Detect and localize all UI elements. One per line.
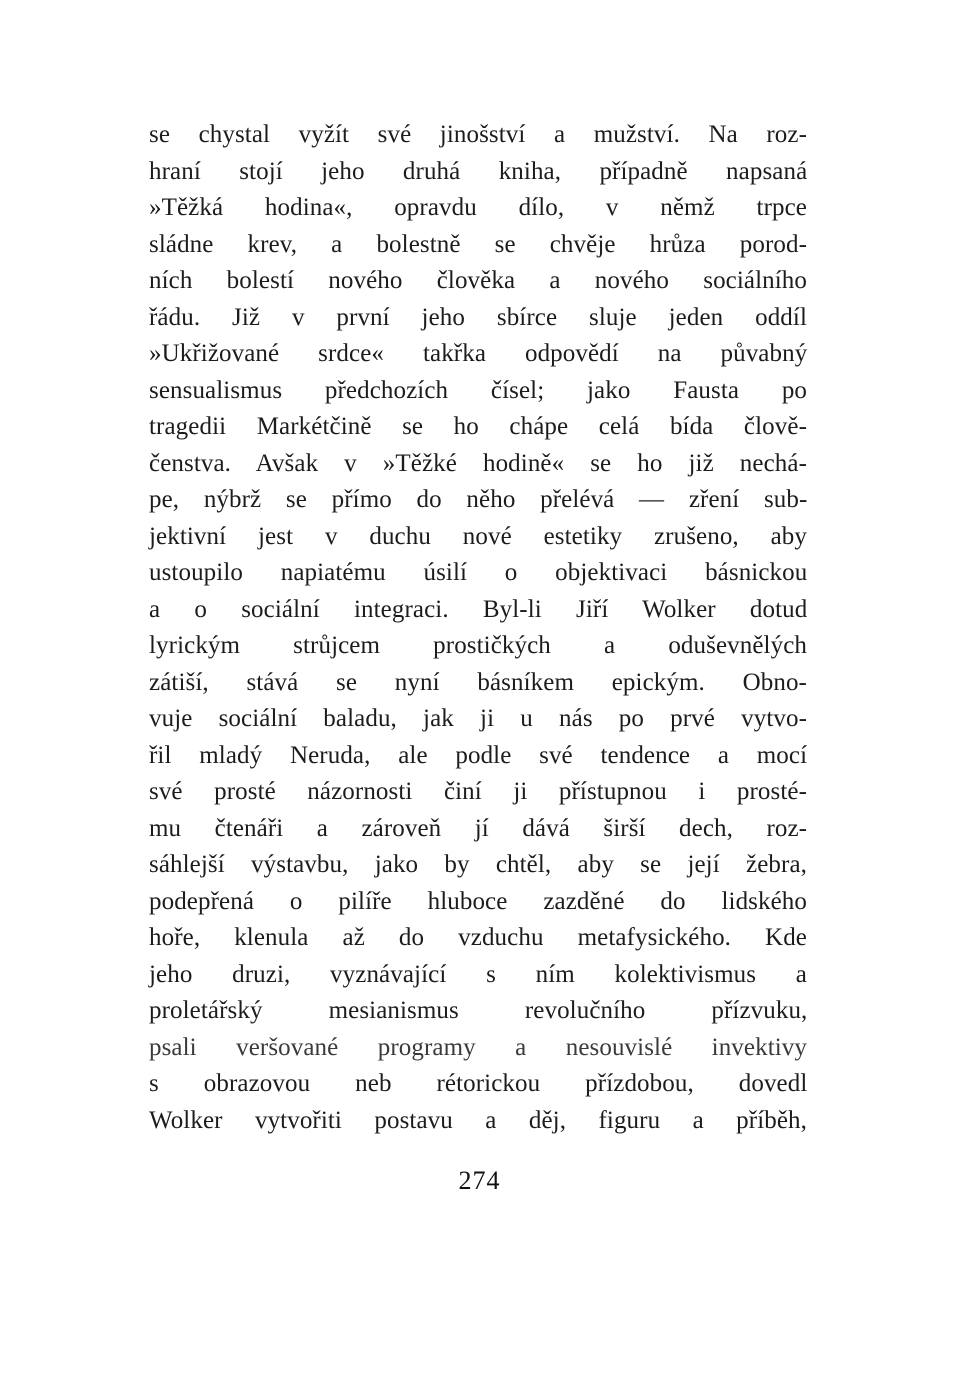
text-line: sáhlejší výstavbu, jako by chtěl, aby se její žebra,	[149, 851, 807, 878]
text-line: čenstva. Avšak v »Těžké hodině« se ho již nechá-	[149, 449, 807, 477]
text-line: ních bolestí nového člověka a nového sociálního	[149, 267, 807, 294]
text-line: tragedii Markétčině se ho chápe celá bída člově-	[149, 413, 807, 440]
body-text	[149, 117, 807, 1139]
text-line: »Těžká hodina«, opravdu dílo, v němž trpce	[149, 194, 807, 221]
text-line: jeho druzi, vyznávající s ním kolektivismus a	[149, 960, 807, 988]
text-line: podepřená o pilíře hluboce zazděné do lidského	[149, 887, 807, 915]
text-line: své prosté názornosti činí ji přístupnou i prosté-	[149, 778, 808, 805]
text-line: lyrickým strůjcem prostičkých a oduševnělých	[149, 632, 807, 659]
text-line: psali veršované programy a nesouvislé invektivy	[149, 1033, 807, 1061]
text-line: se chystal vyžít své jinošství a mužství. Na roz-	[149, 121, 807, 148]
text-line: hraní stojí jeho druhá kniha, případně napsaná	[149, 157, 808, 185]
text-line: Wolker vytvořiti postavu a děj, figuru a příběh,	[149, 1106, 807, 1134]
text-line: sensualismus předchozích čísel; jako Fausta po	[149, 376, 808, 404]
page-number: 274	[458, 1166, 501, 1195]
text-line: hoře, klenula až do vzduchu metafysického. Kde	[149, 924, 807, 951]
text-line: mu čtenáři a zároveň jí dává širší dech, roz-	[149, 814, 808, 842]
text-line: »Ukřižované srdce« takřka odpovědí na půvabný	[149, 340, 808, 367]
text-line: pe, nýbrž se přímo do něho přelévá — zření sub-	[149, 486, 808, 513]
text-line: a o sociální integraci. Byl-li Jiří Wolker dotud	[149, 595, 808, 623]
text-line: zátiší, stává se nyní básníkem epickým. Obno-	[149, 668, 807, 696]
text-line: jektivní jest v duchu nové estetiky zrušeno, aby	[149, 522, 807, 550]
text-line: vuje sociální baladu, jak ji u nás po prvé vytvo-	[149, 705, 807, 732]
text-line: sládne krev, a bolestně se chvěje hrůza porod-	[149, 230, 807, 258]
text-line: proletářský mesianismus revolučního přízvuku,	[149, 997, 808, 1024]
text-line: ustoupilo napiatému úsilí o objektivaci básnickou	[149, 559, 808, 586]
text-line: řádu. Již v první jeho sbírce sluje jeden oddíl	[149, 303, 807, 331]
text-line: řil mladý Neruda, ale podle své tendence a mocí	[149, 741, 808, 769]
text-line: s obrazovou neb rétorickou přízdobou, dovedl	[149, 1070, 808, 1097]
